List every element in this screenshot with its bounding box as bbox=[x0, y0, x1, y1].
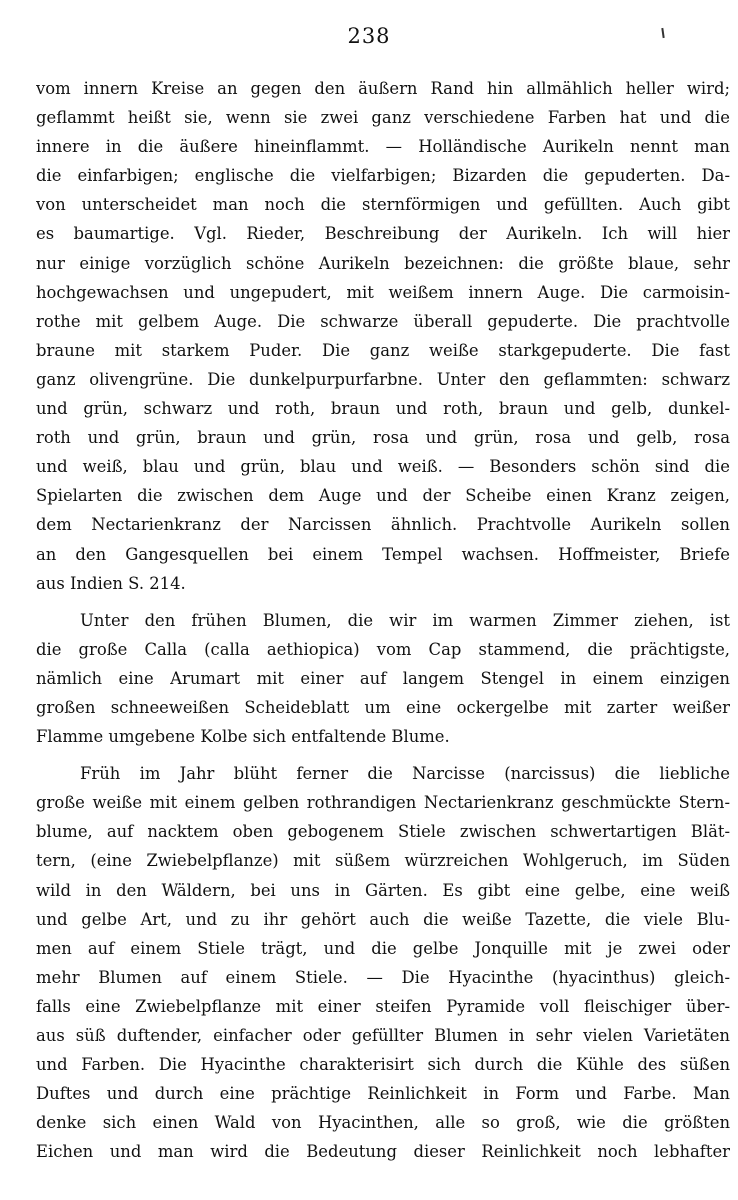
text-line: rothe mit gelbem Auge. Die schwarze überall gepuderte. Die prachtvolle bbox=[36, 311, 730, 331]
text-line: tern, (eine Zwiebelpflanze) mit süßem würzreichen Wohlgeruch, im Süden bbox=[36, 851, 730, 871]
text-line: blume, auf nacktem oben gebogenem Stiele zwischen schwertartigen Blät- bbox=[36, 822, 730, 842]
text-line: Flamme umgebene Kolbe sich entfaltende Blume. bbox=[36, 727, 450, 747]
text-line: und Farben. Die Hyacinthe charakterisirt sich durch die Kühle des süßen bbox=[36, 1055, 730, 1075]
text-line: vom innern Kreise an gegen den äußern Rand hin allmählich heller wird; bbox=[36, 79, 730, 98]
text-line: innere in die äußere hineinflammt. — Holländische Aurikeln nennt man bbox=[36, 137, 730, 157]
text-line: geflammt heißt sie, wenn sie zwei ganz verschiedene Farben hat und die bbox=[36, 108, 730, 128]
text-line: es baumartige. Vgl. Rieder, Beschreibung der Aurikeln. Ich will hier bbox=[36, 224, 730, 244]
text-line: denke sich einen Wald von Hyacinthen, alle so groß, wie die größten bbox=[36, 1113, 730, 1133]
text-line: Früh im Jahr blüht ferner die Narcisse (narcissus) die liebliche bbox=[80, 764, 730, 784]
paragraph-calla bbox=[36, 606, 730, 751]
text-line: roth und grün, braun und grün, rosa und grün, rosa und gelb, rosa bbox=[36, 428, 730, 448]
text-line: von unterscheidet man noch die sternförmigen und gefüllten. Auch gibt bbox=[36, 195, 730, 215]
text-line: nämlich eine Arumart mit einer auf langem Stengel in einem einzigen bbox=[36, 668, 730, 688]
paragraph-narcisse bbox=[36, 759, 730, 1166]
text-line: die große Calla (calla aethiopica) vom Cap stammend, die prächtigste, bbox=[36, 639, 730, 659]
text-line: Spielarten die zwischen dem Auge und der Scheibe einen Kranz zeigen, bbox=[36, 486, 730, 506]
text-line: und weiß, blau und grün, blau und weiß. — Besonders schön sind die bbox=[36, 457, 730, 477]
text-line: aus Indien S. 214. bbox=[36, 573, 186, 593]
text-line: großen schneeweißen Scheideblatt um eine ockergelbe mit zarter weißer bbox=[36, 697, 730, 717]
text-line: nur einige vorzüglich schöne Aurikeln bezeichnen: die größte blaue, sehr bbox=[36, 253, 730, 273]
text-line: braune mit starkem Puder. Die ganz weiße starkgepuderte. Die fast bbox=[36, 340, 730, 360]
text-line: und grün, schwarz und roth, braun und roth, braun und gelb, dunkel- bbox=[36, 399, 730, 419]
text-line: an den Gangesquellen bei einem Tempel wachsen. Hoffmeister, Briefe bbox=[36, 544, 730, 564]
body-text bbox=[36, 74, 730, 1166]
text-line: wild in den Wäldern, bei uns in Gärten. Es gibt eine gelbe, eine weiß bbox=[36, 880, 730, 900]
text-line: Duftes und durch eine prächtige Reinlichkeit in Form und Farbe. Man bbox=[36, 1084, 730, 1104]
text-line: ganz olivengrüne. Die dunkelpurpurfarbne. Unter den geflammten: schwarz bbox=[36, 369, 730, 389]
text-line: hochgewachsen und ungepudert, mit weißem innern Auge. Die carmoisin- bbox=[36, 282, 730, 302]
text-line: falls eine Zwiebelpflanze mit einer steifen Pyramide voll fleischiger über- bbox=[36, 996, 730, 1016]
text-line: mehr Blumen auf einem Stiele. — Die Hyacinthe (hyacinthus) gleich- bbox=[36, 967, 730, 987]
text-line: men auf einem Stiele trägt, und die gelbe Jonquille mit je zwei oder bbox=[36, 938, 730, 958]
paragraph-gap bbox=[36, 598, 730, 606]
text-line: und gelbe Art, und zu ihr gehört auch die weiße Tazette, die viele Blu- bbox=[36, 909, 730, 929]
paragraph-gap bbox=[36, 751, 730, 759]
text-line: aus süß duftender, einfacher oder gefüllter Blumen in sehr vielen Varietäten bbox=[36, 1026, 730, 1045]
text-line: die einfarbigen; englische die vielfarbigen; Bizarden die gepuderten. Da- bbox=[36, 166, 730, 186]
paragraph-aurikeln bbox=[36, 74, 730, 598]
text-line: Unter den frühen Blumen, die wir im warmen Zimmer ziehen, ist bbox=[80, 610, 730, 630]
text-line: große weiße mit einem gelben rothrandigen Nectarienkranz geschmückte Stern- bbox=[36, 793, 730, 813]
text-line: dem Nectarienkranz der Narcissen ähnlich. Prachtvolle Aurikeln sollen bbox=[36, 515, 730, 535]
page-number: 238 bbox=[347, 24, 391, 48]
text-line: Eichen und man wird die Bedeutung dieser Reinlichkeit noch lebhafter bbox=[36, 1142, 730, 1162]
